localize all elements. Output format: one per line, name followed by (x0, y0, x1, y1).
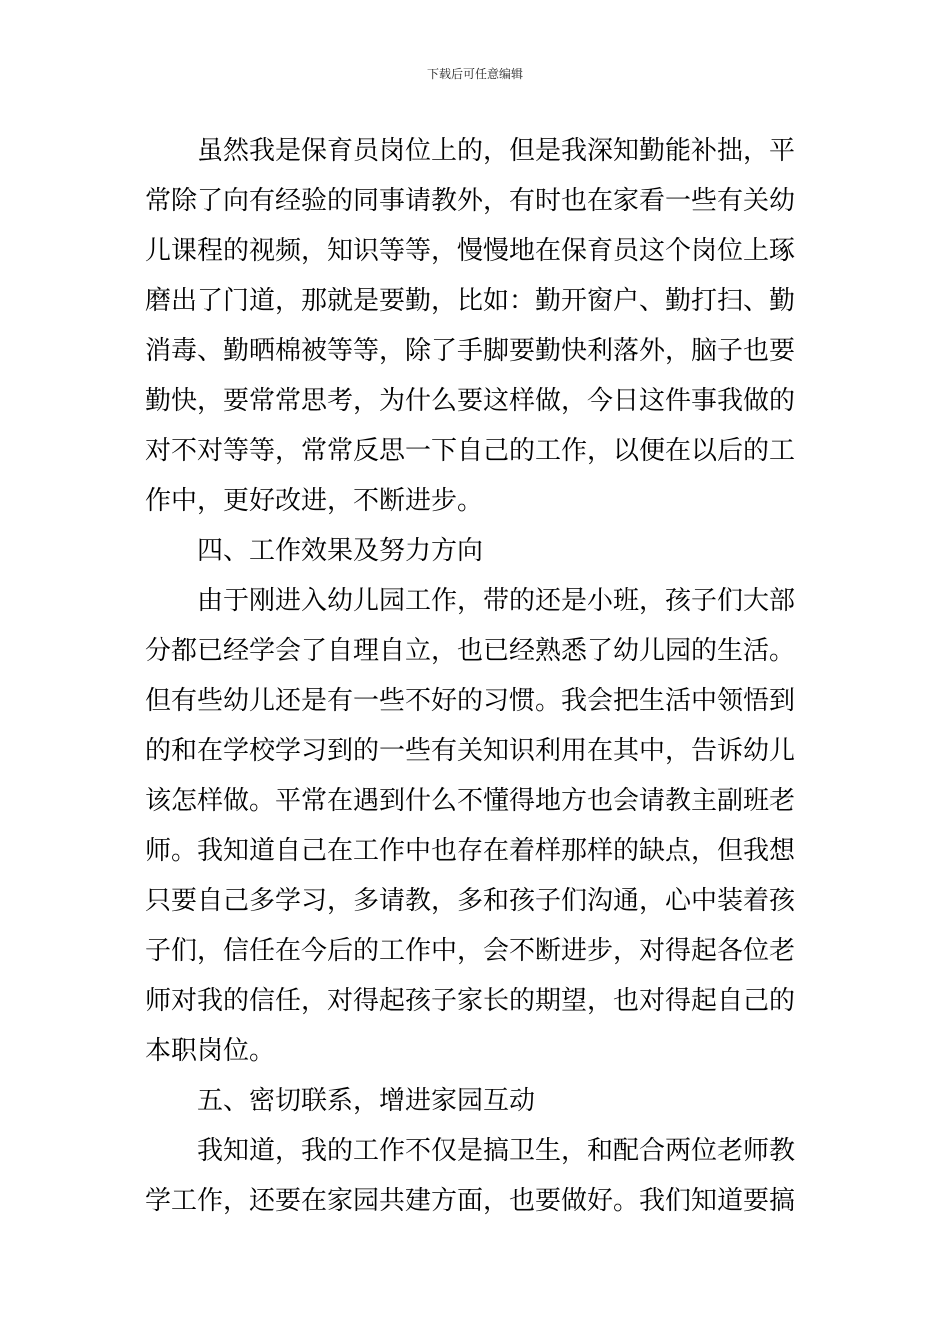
paragraph-line: 对不对等等，常常反思一下自己的工作，以便在以后的工 (145, 436, 796, 466)
paragraph-line: 师。我知道自己在工作中也存在着样那样的缺点，但我想 (145, 836, 796, 866)
paragraph-line: 我知道，我的工作不仅是搞卫生，和配合两位老师教 (197, 1136, 796, 1166)
paragraph-line: 的和在学校学习到的一些有关知识利用在其中，告诉幼儿 (145, 736, 796, 766)
paragraph-line: 分都已经学会了自理自立，也已经熟悉了幼儿园的生活。 (145, 636, 796, 666)
paragraph-line: 儿课程的视频，知识等等，慢慢地在保育员这个岗位上琢 (145, 236, 796, 266)
section-heading: 四、工作效果及努力方向 (197, 536, 484, 566)
document-body (145, 126, 805, 1226)
paragraph-line: 磨出了门道，那就是要勤，比如：勤开窗户、勤打扫、勤 (145, 286, 796, 316)
paragraph-line: 消毒、勤晒棉被等等，除了手脚要勤快利落外，脑子也要 (145, 336, 796, 366)
page-header: 下载后可任意编辑 (426, 67, 523, 81)
paragraph-line: 常除了向有经验的同事请教外，有时也在家看一些有关幼 (145, 186, 796, 216)
paragraph-line: 由于刚进入幼儿园工作，带的还是小班，孩子们大部 (197, 586, 796, 616)
paragraph-line: 只要自己多学习，多请教，多和孩子们沟通，心中装着孩 (145, 886, 796, 916)
paragraph-line: 学工作，还要在家园共建方面，也要做好。我们知道要搞 (145, 1186, 796, 1216)
paragraph-line: 该怎样做。平常在遇到什么不懂得地方也会请教主副班老 (145, 786, 796, 816)
section-heading: 五、密切联系，增进家园互动 (197, 1086, 536, 1116)
paragraph-line: 作中，更好改进，不断进步。 (145, 486, 484, 516)
paragraph-line: 勤快，要常常思考，为什么要这样做，今日这件事我做的 (145, 386, 796, 416)
paragraph-line: 师对我的信任，对得起孩子家长的期望，也对得起自己的 (145, 986, 796, 1016)
paragraph-line: 子们，信任在今后的工作中，会不断进步，对得起各位老 (145, 936, 796, 966)
paragraph-line: 本职岗位。 (145, 1036, 276, 1066)
paragraph-line: 虽然我是保育员岗位上的，但是我深知勤能补拙，平 (197, 136, 796, 166)
paragraph-line: 但有些幼儿还是有一些不好的习惯。我会把生活中领悟到 (145, 686, 796, 716)
